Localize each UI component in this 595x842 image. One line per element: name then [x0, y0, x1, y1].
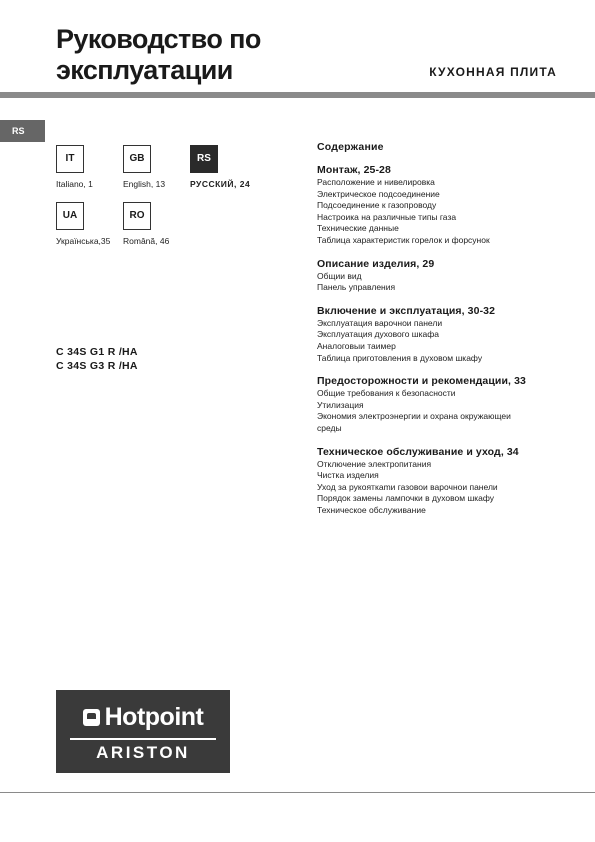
toc-item[interactable]: Порядок замены лампочки в духовом шкафу — [317, 493, 495, 504]
model-list — [56, 345, 138, 373]
language-label: Українська,35 — [56, 236, 111, 246]
toc-item[interactable]: Чистка изделия — [317, 470, 379, 481]
title-line-2: эксплуатации — [56, 55, 233, 85]
toc-section-description — [317, 258, 577, 294]
toc-section-title[interactable]: Монтаж, 25-28 — [317, 164, 391, 176]
toc-section-title[interactable]: Техническое обслуживание и уход, 34 — [317, 445, 519, 458]
language-label: English, 13 — [123, 179, 166, 189]
document-title — [56, 24, 261, 86]
toc-item[interactable]: Таблица характеристик горелок и форсунок — [317, 234, 490, 245]
toc-item[interactable]: Общии вид — [317, 270, 362, 281]
model-number: C 34S G1 R /HA — [56, 346, 138, 358]
footer-divider — [0, 792, 595, 793]
toc-section-maintenance — [317, 446, 577, 517]
language-code-box[interactable]: GB — [123, 145, 151, 173]
table-of-contents — [317, 141, 577, 527]
toc-item[interactable]: Уход за рукояткаmи газовои варочнои панели — [317, 481, 498, 492]
header-divider — [0, 92, 595, 98]
toc-item[interactable]: Электрическое подсоединение — [317, 188, 440, 199]
toc-item[interactable]: Расположение и нивелировка — [317, 177, 435, 187]
toc-item[interactable]: Техническое обслуживание — [317, 504, 426, 515]
product-type: КУХОННАЯ ПЛИТА — [429, 65, 557, 79]
toc-item[interactable]: Экономия электроэнергии и охрана окружающеи — [317, 411, 511, 422]
language-code-box[interactable]: RO — [123, 202, 151, 230]
toc-section-precautions — [317, 375, 577, 434]
hotpoint-ariston-logo — [56, 690, 230, 773]
language-ro[interactable] — [123, 202, 203, 246]
language-code-box-active[interactable]: RS — [190, 145, 218, 173]
toc-item[interactable]: Утилизация — [317, 399, 364, 410]
toc-item[interactable]: Отключение электропитания — [317, 458, 432, 469]
toc-heading: Содержание — [317, 141, 384, 153]
logo-brand-text: Hotpoint — [104, 702, 204, 731]
toc-item[interactable]: Технические данные — [317, 223, 399, 234]
logo-divider — [70, 738, 216, 740]
toc-item[interactable]: Подсоединение к газопроводу — [317, 200, 437, 211]
toc-section-installation — [317, 164, 577, 247]
toc-item[interactable]: Эксплуатация варочнои панели — [317, 317, 443, 328]
toc-section-operation — [317, 305, 577, 364]
language-label: Română, 46 — [123, 236, 170, 246]
model-number: C 34S G3 R /HA — [56, 360, 138, 372]
language-code-box[interactable]: UA — [56, 202, 84, 230]
toc-item[interactable]: Эксплуатация духового шкафа — [317, 329, 439, 340]
language-label: Italiano, 1 — [56, 179, 93, 189]
language-rs[interactable] — [190, 145, 270, 189]
toc-item[interactable]: Общие требования к безопасности — [317, 388, 456, 399]
language-code-box[interactable]: IT — [56, 145, 84, 173]
toc-item[interactable]: Панель управления — [317, 282, 396, 293]
title-line-1: Руководство по — [56, 24, 261, 54]
language-label: РУССКИЙ, 24 — [190, 179, 251, 189]
hotpoint-mark-icon — [83, 709, 100, 726]
toc-section-title[interactable]: Описание изделия, 29 — [317, 257, 435, 270]
toc-section-title[interactable]: Включение и эксплуатация, 30-32 — [317, 304, 496, 317]
logo-brand — [56, 701, 230, 733]
logo-sub-brand: ARISTON — [96, 743, 190, 762]
language-side-tab: RS — [0, 120, 45, 142]
toc-item[interactable]: Аналоговыи таимер — [317, 340, 396, 351]
toc-item[interactable]: Настроика на различные типы газа — [317, 211, 457, 222]
toc-item[interactable]: среды — [317, 422, 342, 433]
toc-section-title[interactable]: Предосторожности и рекомендации, 33 — [317, 375, 526, 388]
toc-item[interactable]: Таблица приготовления в духовом шкафу — [317, 352, 483, 363]
